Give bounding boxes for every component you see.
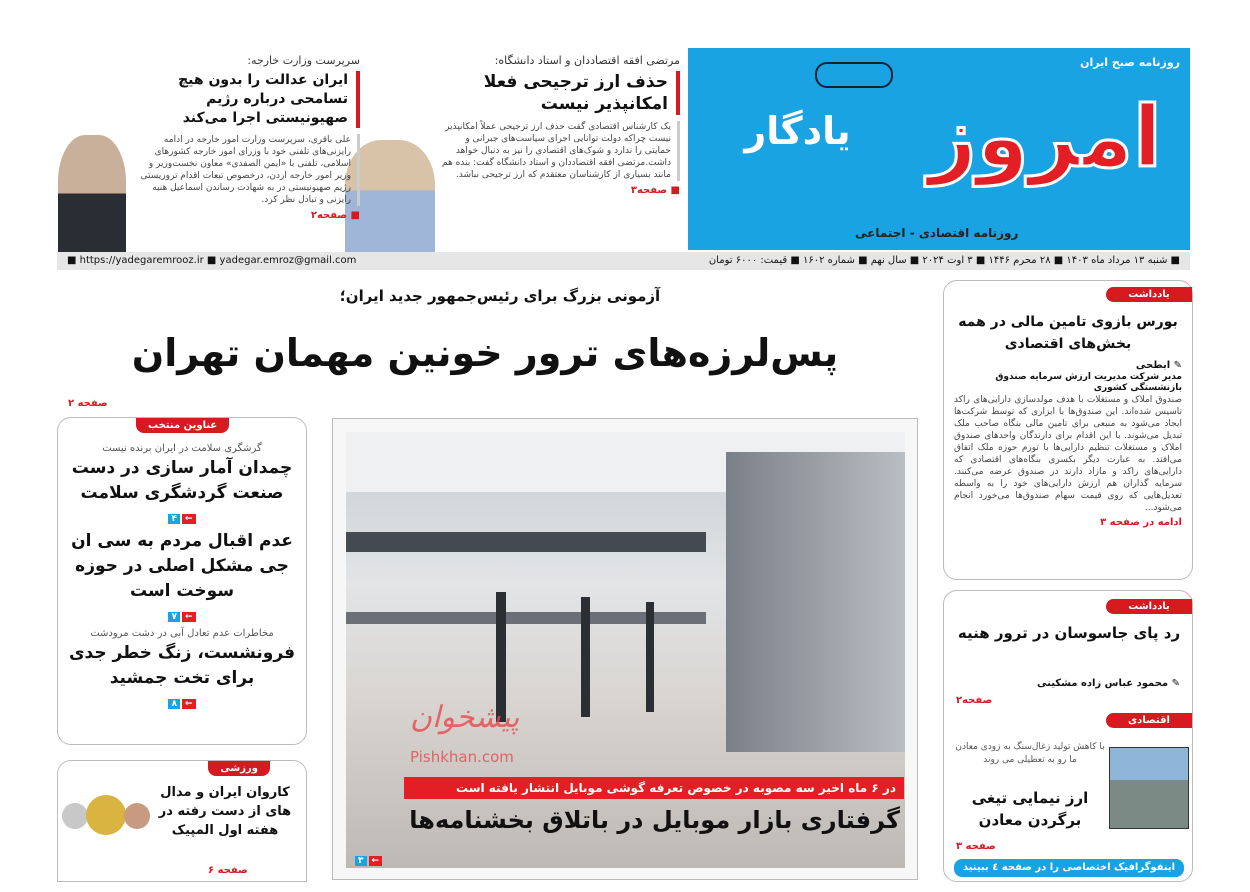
note-body: صندوق املاک و مستغلات با هدف مولدسازی دارایی‌های راکد تاسیس شده‌اند. این صندوق‌ها با ابزاری که توسط شرکت‌ها ایجاد می‌شود به منبعی برای تامین مالی بنگاه صاحب ملک تبدیل می‌شوند. با این اقدام برای دارندگان واحدهای صندوق املاک و مستغلات تنظیم دارایی‌ها با تورم حوزه ملک اتفاق می‌افتد. به عبارت دیگر بکسری بنگاه‌های اقتصادی که دارایی‌های راکد و مازاد دارند در صندوق عرضه می‌کنند. سرمایه گذاران هم ارزش دارایی‌های خود را به واسطه تعدیل‌هایی که روی قیمت سهام صندوق‌ها می‌خورد انجام می‌شود... bbox=[954, 395, 1182, 513]
section-tag: ورزشی bbox=[208, 761, 270, 776]
main-page-ref[interactable]: صفحه ۲ bbox=[68, 398, 108, 409]
economy-sub: با کاهش تولید زغال‌سنگ به زودی معادن ما رو به تعطیلی می روند bbox=[955, 742, 1105, 765]
author-name: ابطحی bbox=[1135, 360, 1171, 371]
page-ref[interactable]: ■ صفحه۳ bbox=[630, 185, 680, 196]
website-link[interactable]: ■ https://yadegaremrooz.ir bbox=[67, 255, 204, 266]
note-box-stock bbox=[943, 280, 1193, 580]
page-number: ۸ bbox=[168, 699, 180, 709]
selected-headlines-box bbox=[57, 417, 307, 745]
photo-story-headline[interactable]: گرفتاری بازار موبایل در باتلاق بخشنامه‌ها bbox=[409, 806, 900, 834]
economy-headline[interactable]: ارز نیمایی تیغی برگردن معادن bbox=[971, 789, 1089, 829]
logo-emrooz: امروز bbox=[928, 88, 1162, 186]
pen-icon: ✎ bbox=[1168, 678, 1180, 689]
page-ref[interactable]: صفحه ۶ bbox=[208, 865, 248, 876]
page-badge[interactable] bbox=[168, 514, 195, 524]
page-ref[interactable]: صفحه ۳ bbox=[956, 841, 996, 852]
page-ref[interactable]: صفحه۲ bbox=[956, 695, 993, 706]
headline-item[interactable]: عدم اقبال مردم به سی ان جی مشکل اصلی در حوزه سوخت است bbox=[71, 531, 293, 601]
headline-item[interactable]: فرونشست، زنگ خطر جدی برای تخت جمشید bbox=[68, 643, 296, 688]
article-body: علی باقری، سرپرست وزارت امور خارجه در ادامه رایزنی‌های تلفنی خود با وزرای امور خارجه کشورهای اسلامی، تلفنی با «ایمن الصفدی» معاون نخست‌وزیر و وزیر امور خارجه اردن، درخصوص تبعات اقدام تروریستی رژیم صهیونیستی در به شهادت رساندن اسماعیل هنیه رایزنی و تبادل نظر کرد. bbox=[130, 134, 360, 206]
headline-sub: مخاطرات عدم تعادل آبی در دشت مرودشت bbox=[90, 628, 274, 639]
headline-sub: گرشگری سلامت در ایران برنده نیست bbox=[102, 443, 262, 454]
logo-yadegar: یادگار bbox=[744, 109, 851, 153]
arrow-left-icon: ← bbox=[182, 612, 196, 622]
article-body: یک کارشناس اقتصادی گفت حذف ارز ترجیحی عملاً امکانپذیر نیست چراکه دولت توانایی اجرای سیاست‌های جبرانی و حمایتی را ندارد و شوک‌های اقتصادی را نیز به دنبال خواهد داشت.مرتضی افقه اقتصاددان و استاد دانشگاه گفت: بنده هم مانند بسیاری از کارشناسان معتقدم که ارز ترجیحی نباشد. bbox=[440, 121, 680, 181]
section-tag: اقتصادی bbox=[1106, 713, 1192, 728]
article-headline[interactable]: ایران عدالت را بدون هیچ تسامحی درباره رژیم صهیونیستی اجرا می‌کند bbox=[130, 71, 360, 128]
article-headline[interactable]: حذف ارز ترجیحی فعلا امکانپذیر نیست bbox=[440, 71, 680, 115]
pen-icon: ✎ bbox=[1170, 360, 1182, 371]
article-kicker: سرپرست وزارت خارجه: bbox=[247, 54, 360, 67]
seal-logo bbox=[815, 62, 893, 88]
article-kicker: مرتضی افقه اقتصاددان و استاد دانشگاه: bbox=[494, 54, 680, 67]
page-badge[interactable] bbox=[168, 612, 195, 622]
page-badge[interactable] bbox=[168, 699, 195, 709]
infographic-banner[interactable]: اینفوگرافیک اختصاصی را در صفحه ٤ ببینید bbox=[954, 859, 1184, 877]
mining-photo bbox=[1109, 747, 1189, 829]
page-ref[interactable]: ■ صفحه۲ bbox=[310, 210, 360, 221]
tagline: روزنامه صبح ایران bbox=[1080, 56, 1180, 69]
masthead-subtitle: روزنامه اقتصادی - اجتماعی bbox=[855, 226, 1019, 240]
headline-item[interactable]: چمدان آمار سازی در دست صنعت گردشگری سلامت bbox=[71, 458, 293, 503]
medals-image bbox=[62, 791, 152, 841]
top-article-currency[interactable] bbox=[440, 54, 680, 197]
arrow-left-icon: ← bbox=[182, 699, 196, 709]
mall-photo bbox=[346, 432, 905, 868]
continue-link[interactable]: ادامه در صفحه ۳ bbox=[1100, 517, 1182, 528]
watermark-url: Pishkhan.com bbox=[410, 748, 514, 766]
page-number: ۷ bbox=[168, 612, 180, 622]
author-name: محمود عباس زاده مشکینی bbox=[1037, 678, 1169, 689]
note-box-spies bbox=[943, 590, 1193, 882]
page-number: ۳ bbox=[355, 856, 367, 866]
main-headline[interactable]: پس‌لرزه‌های ترور خونین مهمان تهران bbox=[131, 331, 839, 375]
contact-info bbox=[67, 252, 356, 270]
section-tag: عناوین منتخب bbox=[136, 418, 229, 433]
main-kicker: آزمونی بزرگ برای رئیس‌جمهور جدید ایران؛ bbox=[339, 287, 661, 305]
top-article-foreign-ministry[interactable] bbox=[130, 54, 360, 222]
page-badge[interactable] bbox=[355, 848, 382, 867]
arrow-left-icon: ← bbox=[182, 514, 196, 524]
email-link[interactable]: ■ yadegar.emroz@gmail.com bbox=[206, 255, 357, 266]
author bbox=[1037, 677, 1180, 690]
author bbox=[954, 359, 1182, 372]
section-tag: یادداشت bbox=[1106, 599, 1192, 614]
note-headline[interactable]: بورس بازوی تامین مالی در همه بخش‌های اقتصادی bbox=[958, 314, 1178, 352]
sports-box bbox=[57, 760, 307, 882]
author-title: مدیر شرکت مدیریت ارزش سرمایه صندوق بازنشستگی کشوری bbox=[995, 372, 1182, 393]
arrow-left-icon: ← bbox=[369, 856, 383, 866]
minister-photo bbox=[58, 135, 126, 252]
watermark-logo: پیشخوان bbox=[410, 700, 520, 735]
photo-story-strip: در ۶ ماه اخیر سه مصوبه در خصوص تعرفه گوشی موبایل انتشار یافته است bbox=[404, 777, 904, 799]
note-headline[interactable]: رد پای جاسوسان در ترور هنیه bbox=[957, 624, 1181, 642]
issue-date: ■ شنبه ۱۳ مرداد ماه ۱۴۰۳ ■ ۲۸ محرم ۱۴۴۶ ■ ۳ اوت ۲۰۲۴ ■ سال نهم ■ شماره ۱۶۰۲ ■ قیمت: ۶۰۰۰ تومان bbox=[708, 255, 1180, 266]
sports-headline[interactable]: کاروان ایران و مدال های از دست رفته در هفته اول المپیک bbox=[158, 785, 292, 838]
section-tag: یادداشت bbox=[1106, 287, 1192, 302]
page-number: ۴ bbox=[168, 514, 180, 524]
date-bar bbox=[57, 252, 1190, 270]
